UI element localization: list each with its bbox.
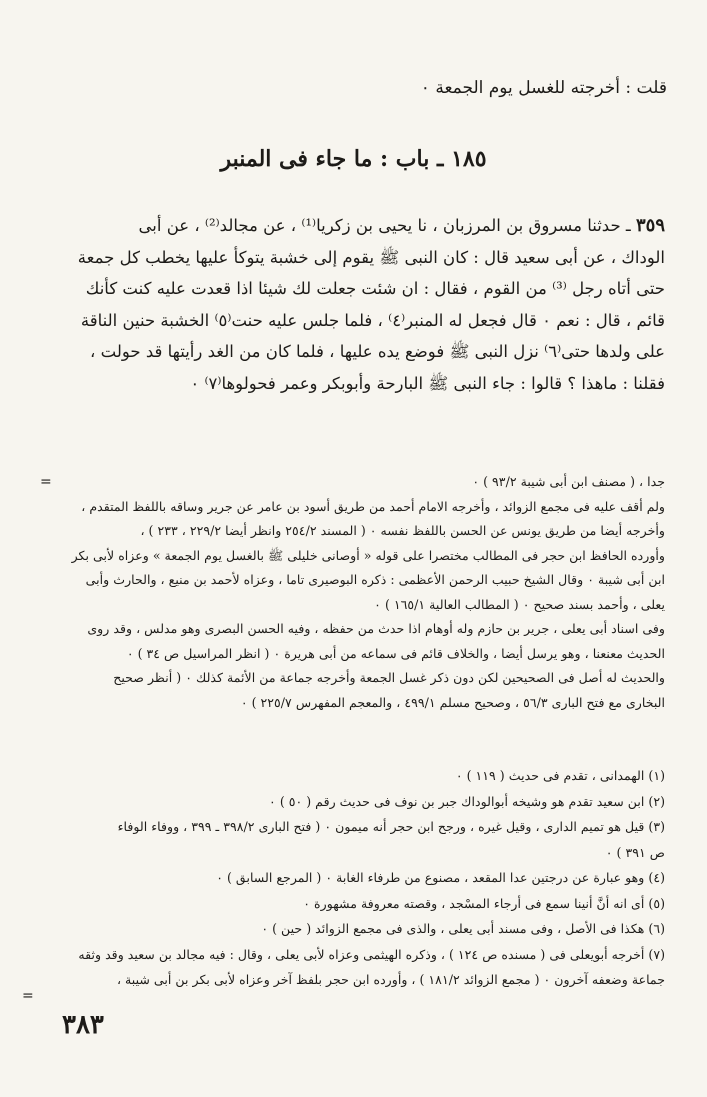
- continuation-line: وفى اسناد أبى يعلى ، جرير بن حازم وله أوهام اذا حدث من حفظه ، وفيه الحسن البصرى وهو مدلس ، وقد روى: [87, 621, 665, 636]
- continuation-line: يعلى ، وأحمد بسند صحيح ٠ ( المطالب العالية ١٦٥/١ ) ٠: [374, 596, 665, 612]
- continuation-marker: =: [40, 474, 52, 490]
- hadith-number: ٣٥٩: [635, 215, 665, 236]
- footnotes: [40, 763, 665, 993]
- continuation-line: وأورده الحافظ ابن حجر فى المطالب مختصرا على قوله « أوصانى خليلى ﷺ بالغسل يوم الجمعة » وعزاه لأبى بكر: [71, 547, 665, 563]
- footnote: (٢) ابن سعيد تقدم هو وشيخه أبوالوداك جبر بن نوف فى حديث رقم ( ٥٠ ) ٠: [269, 793, 665, 809]
- continuation-line: ولم أقف عليه فى مجمع الزوائد ، وأخرجه الامام أحمد من طريق أسود بن عامر عن جرير وساقه باللفظ المتقدم ،: [81, 498, 665, 514]
- hadith-line: [40, 210, 665, 242]
- continuation-line: جدا ، ( مصنف ابن أبى شيبة ٩٣/٢ ) ٠: [472, 474, 665, 489]
- footnote: جماعة وضعفه آخرون ٠ ( مجمع الزوائد ١٨١/٢ ) ، وأورده ابن حجر بلفظ آخر وعزاه لأبى بكر بن أبى شيبة ،: [116, 972, 665, 987]
- top-note: قلت : أخرجته للغسل يوم الجمعة ٠: [420, 78, 667, 98]
- hadith-line: الوداك ، عن أبى سعيد قال : كان النبى ﷺ يقوم إلى خشبة يتوكأ عليها يخطب كل جمعة: [77, 247, 665, 267]
- continuation-line: البخارى مع فتح البارى ٥٦/٣ ، وصحيح مسلم ٤٩٩/١ ، والمعجم المفهرس ٢٢٥/٧ ) ٠: [240, 694, 665, 710]
- continues-marker: =: [22, 988, 34, 1004]
- hadith-line: قائم ، قال : نعم ٠ قال فجعل له المنبر⁽٤⁾ ، فلما جلس عليه حنت⁽٥⁾ الخشبة حنين الناقة: [80, 310, 665, 330]
- hadith-line: فقلنا : ماهذا ؟ قالوا : جاء النبى ﷺ البارحة وأبوبكر وعمر فحولوها⁽٧⁾ ٠: [190, 373, 665, 393]
- footnote: (٣) قيل هو تميم الدارى ، وقيل غيره ، ورجح ابن حجر أنه ميمون ٠ ( فتح البارى ٣٩٨/٢ ـ ٣٩٩ ، ووفاء الوفاء: [117, 819, 665, 834]
- hadith-line-text: ـ حدثنا مسروق بن المرزبان ، نا يحيى بن زكريا⁽¹⁾ ، عن مجالد⁽²⁾ ، عن أبى: [138, 216, 636, 235]
- footnote: (١) الهمدانى ، تقدم فى حديث ( ١١٩ ) ٠: [455, 768, 665, 783]
- footnote: (٧) أخرجه أبويعلى فى ( مسنده ص ١٢٤ ) ، وذكره الهيثمى وعزاه لأبى يعلى ، وقال : فيه مجالد بن سعيد وقد وثقه: [78, 946, 665, 962]
- hadith-line: حتى أتاه رجل ⁽³⁾ من القوم ، فقال : ان شئت جعلت لك شيئا اذا قعدت عليه كنت كأنك: [85, 279, 665, 298]
- footnote: (٤) وهو عبارة عن درجتين عدا المقعد ، مصنوع من طرفاء الغابة ٠ ( المرجع السابق ) ٠: [216, 870, 665, 885]
- continuation-line: الحديث معنعنا ، وهو يرسل أيضا ، والخلاف قائم فى سماعه من أبى هريرة ٠ ( انظر المراسيل ص ٣٤ ) ٠: [126, 645, 665, 661]
- chapter-title: ١٨٥ ـ باب : ما جاء فى المنبر: [220, 146, 487, 172]
- footnote: (٥) أى انه أنَّ أنينا سمع فى أرجاء المسْجد ، وقصته معروفة مشهورة ٠: [303, 895, 665, 911]
- footnote: ص ٣٩١ ) ٠: [605, 844, 665, 860]
- hadith-line: على ولدها حتى⁽٦⁾ نزل النبى ﷺ فوضع يده عليها ، فلما كان من الغد رأيتها قد حولت ،: [90, 342, 665, 361]
- hadith-text: [40, 210, 665, 399]
- continuation-line: وأخرجه أيضا من طريق يونس عن الحسن باللفظ نفسه ٠ ( المسند ٢٥٤/٢ وانظر أيضا ٢٢٩/٢ ، ٢٣٣ ) ،: [140, 523, 665, 538]
- continuation-line: والحديث له أصل فى الصحيحين لكن دون ذكر غسل الجمعة وأخرجه جماعة من الأئمة كذلك ٠ ( أنظر صحيح: [113, 670, 665, 685]
- previous-note-continuation: [40, 470, 665, 715]
- continuation-line: ابن أبى شيبة ٠ وقال الشيخ حبيب الرحمن الأعظمى : ذكره البوصيرى تاما ، وعزاه لأحمد بن منيع ، والحارث وأبى: [85, 572, 665, 587]
- page-number: ٣٨٣: [62, 1010, 104, 1040]
- footnote: (٦) هكذا فى الأصل ، وفى مسند أبى يعلى ، والذى فى مجمع الزوائد ( حين ) ٠: [261, 921, 665, 936]
